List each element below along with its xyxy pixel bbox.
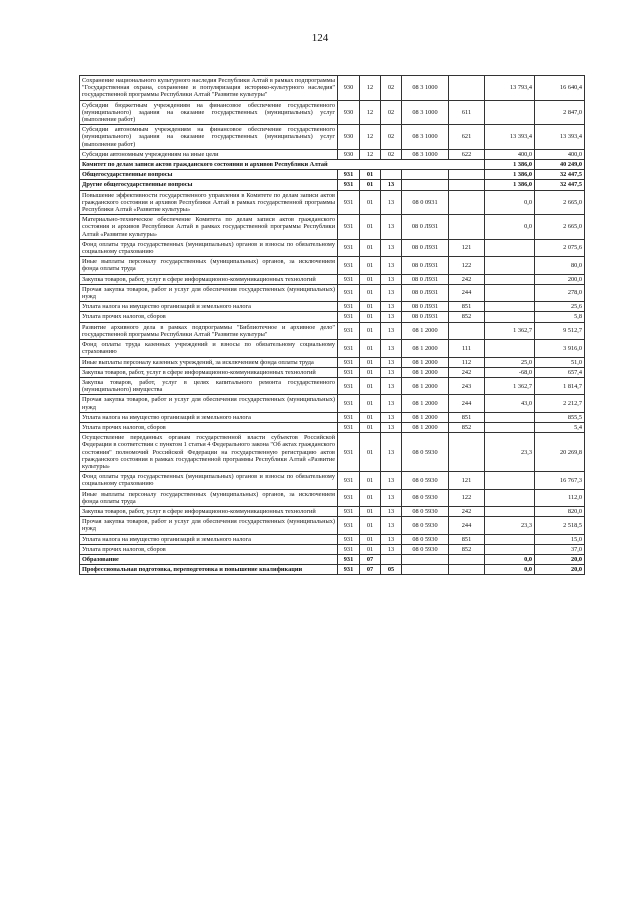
amount-change — [485, 100, 535, 125]
subsection-code: 13 — [381, 506, 402, 516]
target-article-code: 08 0 Л931 — [402, 257, 449, 274]
expense-type-code — [449, 180, 485, 190]
table-row — [80, 534, 585, 544]
section-code: 01 — [360, 517, 381, 534]
section-code: 01 — [360, 170, 381, 180]
amount-change: 1 386,0 — [485, 160, 535, 170]
section-code: 01 — [360, 412, 381, 422]
expense-type-code: 621 — [449, 125, 485, 150]
subsection-code: 13 — [381, 489, 402, 506]
amount-total: 40 249,0 — [535, 160, 585, 170]
line-name: Другие общегосударственные вопросы — [80, 180, 338, 190]
amount-total: 3 916,0 — [535, 340, 585, 357]
amount-total: 400,0 — [535, 149, 585, 159]
ministry-code: 931 — [338, 377, 360, 394]
table-row — [80, 433, 585, 472]
expense-type-code — [449, 170, 485, 180]
amount-change: -68,0 — [485, 367, 535, 377]
amount-total: 2 518,5 — [535, 517, 585, 534]
line-name: Осуществление переданных органам государственной власти субъектов Российской Федерации в соответствии с пунктом 1 статьи 4 Федерального закона "Об актах гражданского состояния" полномочий Российской Федерации на государственную регистрацию актов гражданского состояния в рамках государственной программы Республики Алтай «Развитие культуры» — [80, 433, 338, 472]
amount-total: 5,8 — [535, 312, 585, 322]
target-article-code: 08 1 2000 — [402, 422, 449, 432]
target-article-code: 08 0 5930 — [402, 433, 449, 472]
amount-change: 1 362,7 — [485, 322, 535, 339]
target-article-code: 08 0 5930 — [402, 517, 449, 534]
section-code: 01 — [360, 377, 381, 394]
line-name: Субсидии автономным учреждениям на иные цели — [80, 149, 338, 159]
section-code: 01 — [360, 357, 381, 367]
amount-change — [485, 239, 535, 256]
target-article-code: 08 1 2000 — [402, 395, 449, 412]
section-code: 01 — [360, 180, 381, 190]
subsection-code: 13 — [381, 239, 402, 256]
subsection-code — [381, 170, 402, 180]
subsection-code: 13 — [381, 472, 402, 489]
amount-change: 0,0 — [485, 215, 535, 240]
ministry-code: 930 — [338, 100, 360, 125]
amount-change: 23,3 — [485, 517, 535, 534]
budget-table — [79, 75, 585, 575]
target-article-code — [402, 554, 449, 564]
subsection-code: 13 — [381, 190, 402, 215]
target-article-code: 08 0 5930 — [402, 544, 449, 554]
amount-change: 25,0 — [485, 357, 535, 367]
amount-total: 37,0 — [535, 544, 585, 554]
subsection-code: 13 — [381, 322, 402, 339]
table-row — [80, 322, 585, 339]
table-row — [80, 506, 585, 516]
section-code: 07 — [360, 554, 381, 564]
ministry-code: 931 — [338, 190, 360, 215]
expense-type-code — [449, 190, 485, 215]
amount-change — [485, 312, 535, 322]
amount-change: 23,3 — [485, 433, 535, 472]
amount-change — [485, 422, 535, 432]
amount-total: 2 212,7 — [535, 395, 585, 412]
ministry-code: 931 — [338, 357, 360, 367]
target-article-code: 08 1 2000 — [402, 412, 449, 422]
target-article-code: 08 0 Л931 — [402, 284, 449, 301]
expense-type-code — [449, 322, 485, 339]
table-row — [80, 170, 585, 180]
section-code: 01 — [360, 190, 381, 215]
section-code: 01 — [360, 322, 381, 339]
line-name: Фонд оплаты труда казенных учреждений и взносы по обязательному социальному страхованию — [80, 340, 338, 357]
line-name: Закупка товаров, работ, услуг в сфере информационно-коммуникационных технологий — [80, 367, 338, 377]
section-code: 01 — [360, 312, 381, 322]
amount-change: 13 393,4 — [485, 125, 535, 150]
section-code: 01 — [360, 257, 381, 274]
amount-total: 2 665,0 — [535, 190, 585, 215]
expense-type-code: 851 — [449, 302, 485, 312]
amount-change — [485, 489, 535, 506]
amount-change: 400,0 — [485, 149, 535, 159]
line-name: Сохранение национального культурного наследия Республики Алтай в рамках подпрограммы "Государственная охрана, сохранение и популяризация историко-культурного наследия" государственной программы Республики Алтай "Развитие культуры" — [80, 76, 338, 101]
table-row — [80, 554, 585, 564]
subsection-code: 13 — [381, 534, 402, 544]
table-row — [80, 100, 585, 125]
target-article-code: 08 0 0931 — [402, 190, 449, 215]
amount-total: 25,6 — [535, 302, 585, 312]
line-name: Уплата прочих налогов, сборов — [80, 312, 338, 322]
subsection-code: 02 — [381, 149, 402, 159]
amount-total: 855,5 — [535, 412, 585, 422]
expense-type-code: 122 — [449, 257, 485, 274]
target-article-code: 08 3 1000 — [402, 125, 449, 150]
table-row — [80, 149, 585, 159]
amount-total: 2 075,6 — [535, 239, 585, 256]
line-name: Субсидии бюджетным учреждениям на финансовое обеспечение государственного (муниципального) задания на оказание государственных (муниципальных) услуг (выполнение работ) — [80, 100, 338, 125]
amount-total: 112,0 — [535, 489, 585, 506]
amount-total: 13 393,4 — [535, 125, 585, 150]
expense-type-code: 121 — [449, 239, 485, 256]
expense-type-code: 852 — [449, 422, 485, 432]
expense-type-code: 244 — [449, 395, 485, 412]
subsection-code: 13 — [381, 544, 402, 554]
table-row — [80, 257, 585, 274]
expense-type-code: 244 — [449, 284, 485, 301]
amount-change — [485, 412, 535, 422]
line-name: Уплата прочих налогов, сборов — [80, 422, 338, 432]
amount-total: 15,0 — [535, 534, 585, 544]
table-row — [80, 340, 585, 357]
table-row — [80, 180, 585, 190]
ministry-code: 931 — [338, 534, 360, 544]
line-name: Субсидии автономным учреждениям на финансовое обеспечение государственного (муниципального) задания на оказание государственных (муниципальных) услуг (выполнение работ) — [80, 125, 338, 150]
line-name: Профессиональная подготовка, переподготовка и повышение квалификации — [80, 565, 338, 575]
amount-total: 2 847,0 — [535, 100, 585, 125]
subsection-code: 13 — [381, 395, 402, 412]
subsection-code: 02 — [381, 125, 402, 150]
subsection-code: 13 — [381, 422, 402, 432]
section-code: 01 — [360, 367, 381, 377]
section-code: 01 — [360, 422, 381, 432]
expense-type-code: 852 — [449, 544, 485, 554]
line-name: Материально-техническое обеспечение Комитета по делам записи актов гражданского состояния и архивов Республики Алтай в рамках государственной программы Республики Алтай «Развитие культуры» — [80, 215, 338, 240]
section-code: 01 — [360, 274, 381, 284]
ministry-code: 931 — [338, 422, 360, 432]
expense-type-code — [449, 433, 485, 472]
amount-change: 0,0 — [485, 565, 535, 575]
table-row — [80, 377, 585, 394]
target-article-code: 08 1 2000 — [402, 367, 449, 377]
line-name: Развитие архивного дела в рамках подпрограммы "Библиотечное и архивное дело" государственной программы Республики Алтай "Развитие культуры" — [80, 322, 338, 339]
target-article-code: 08 0 Л931 — [402, 215, 449, 240]
ministry-code: 930 — [338, 76, 360, 101]
expense-type-code: 122 — [449, 489, 485, 506]
subsection-code: 13 — [381, 412, 402, 422]
amount-change — [485, 284, 535, 301]
amount-total: 20,0 — [535, 554, 585, 564]
amount-total: 32 447,5 — [535, 170, 585, 180]
subsection-code: 13 — [381, 274, 402, 284]
line-name: Общегосударственные вопросы — [80, 170, 338, 180]
target-article-code: 08 0 5930 — [402, 506, 449, 516]
expense-type-code: 611 — [449, 100, 485, 125]
line-name: Иные выплаты персоналу государственных (муниципальных) органов, за исключением фонда оплаты труда — [80, 257, 338, 274]
amount-total: 278,0 — [535, 284, 585, 301]
table-row — [80, 367, 585, 377]
subsection-code: 13 — [381, 517, 402, 534]
table-row — [80, 517, 585, 534]
section-code: 01 — [360, 544, 381, 554]
department-heading: Комитет по делам записи актов гражданского состояния и архивов Республики Алтай — [80, 160, 485, 170]
subsection-code: 13 — [381, 180, 402, 190]
target-article-code: 08 3 1000 — [402, 76, 449, 101]
table-row — [80, 357, 585, 367]
ministry-code: 931 — [338, 367, 360, 377]
table-row — [80, 215, 585, 240]
line-name: Образование — [80, 554, 338, 564]
ministry-code: 931 — [338, 274, 360, 284]
target-article-code: 08 3 1000 — [402, 149, 449, 159]
expense-type-code: 244 — [449, 517, 485, 534]
ministry-code: 931 — [338, 412, 360, 422]
amount-total: 32 447,5 — [535, 180, 585, 190]
amount-change — [485, 472, 535, 489]
ministry-code: 930 — [338, 125, 360, 150]
amount-total: 820,0 — [535, 506, 585, 516]
ministry-code: 931 — [338, 284, 360, 301]
amount-total: 20,0 — [535, 565, 585, 575]
amount-total: 200,0 — [535, 274, 585, 284]
ministry-code: 931 — [338, 170, 360, 180]
table-row — [80, 125, 585, 150]
line-name: Фонд оплаты труда государственных (муниципальных) органов и взносы по обязательному социальному страхованию — [80, 239, 338, 256]
section-code: 01 — [360, 395, 381, 412]
subsection-code: 13 — [381, 340, 402, 357]
ministry-code: 931 — [338, 489, 360, 506]
line-name: Прочая закупка товаров, работ и услуг для обеспечения государственных (муниципальных) нужд — [80, 517, 338, 534]
section-code: 01 — [360, 433, 381, 472]
amount-change: 1 386,0 — [485, 180, 535, 190]
ministry-code: 931 — [338, 312, 360, 322]
line-name: Иные выплаты персоналу государственных (муниципальных) органов, за исключением фонда оплаты труда — [80, 489, 338, 506]
expense-type-code: 852 — [449, 312, 485, 322]
table-row — [80, 412, 585, 422]
expense-type-code — [449, 76, 485, 101]
amount-total: 80,0 — [535, 257, 585, 274]
section-code: 01 — [360, 506, 381, 516]
target-article-code: 08 0 Л931 — [402, 312, 449, 322]
target-article-code: 08 1 2000 — [402, 340, 449, 357]
subsection-code: 13 — [381, 257, 402, 274]
subsection-code: 02 — [381, 76, 402, 101]
section-code: 07 — [360, 565, 381, 575]
ministry-code: 931 — [338, 180, 360, 190]
subsection-code: 13 — [381, 302, 402, 312]
table-row — [80, 302, 585, 312]
section-code: 01 — [360, 340, 381, 357]
target-article-code — [402, 170, 449, 180]
subsection-code — [381, 554, 402, 564]
amount-total: 51,0 — [535, 357, 585, 367]
line-name: Иные выплаты персоналу казенных учреждений, за исключением фонда оплаты труда — [80, 357, 338, 367]
subsection-code: 13 — [381, 357, 402, 367]
target-article-code: 08 0 5930 — [402, 534, 449, 544]
ministry-code: 931 — [338, 395, 360, 412]
target-article-code: 08 1 2000 — [402, 357, 449, 367]
amount-change — [485, 340, 535, 357]
subsection-code: 13 — [381, 284, 402, 301]
amount-change: 1 362,7 — [485, 377, 535, 394]
section-code: 01 — [360, 284, 381, 301]
section-code: 12 — [360, 100, 381, 125]
line-name: Закупка товаров, работ, услуг в сфере информационно-коммуникационных технологий — [80, 506, 338, 516]
section-code: 12 — [360, 125, 381, 150]
amount-change — [485, 506, 535, 516]
amount-change: 1 386,0 — [485, 170, 535, 180]
amount-change — [485, 544, 535, 554]
table-row — [80, 274, 585, 284]
ministry-code: 931 — [338, 554, 360, 564]
ministry-code: 931 — [338, 302, 360, 312]
amount-total: 9 512,7 — [535, 322, 585, 339]
section-code: 01 — [360, 534, 381, 544]
page-number: 124 — [311, 32, 329, 44]
ministry-code: 931 — [338, 472, 360, 489]
line-name: Уплата прочих налогов, сборов — [80, 544, 338, 554]
ministry-code: 931 — [338, 215, 360, 240]
line-name: Уплата налога на имущество организаций и земельного налога — [80, 534, 338, 544]
expense-type-code — [449, 565, 485, 575]
target-article-code: 08 0 Л931 — [402, 239, 449, 256]
amount-change: 0,0 — [485, 190, 535, 215]
ministry-code: 931 — [338, 517, 360, 534]
subsection-code: 05 — [381, 565, 402, 575]
amount-change: 0,0 — [485, 554, 535, 564]
table-row — [80, 239, 585, 256]
subsection-code: 02 — [381, 100, 402, 125]
amount-change: 43,0 — [485, 395, 535, 412]
section-code: 12 — [360, 149, 381, 159]
expense-type-code: 111 — [449, 340, 485, 357]
section-code: 01 — [360, 215, 381, 240]
table-row — [80, 395, 585, 412]
section-code: 01 — [360, 472, 381, 489]
expense-type-code — [449, 554, 485, 564]
expense-type-code: 121 — [449, 472, 485, 489]
table-row — [80, 76, 585, 101]
line-name: Уплата налога на имущество организаций и земельного налога — [80, 412, 338, 422]
subsection-code: 13 — [381, 377, 402, 394]
expense-type-code: 243 — [449, 377, 485, 394]
amount-change — [485, 534, 535, 544]
amount-total: 657,4 — [535, 367, 585, 377]
target-article-code — [402, 565, 449, 575]
line-name: Фонд оплаты труда государственных (муниципальных) органов и взносы по обязательному социальному страхованию — [80, 472, 338, 489]
amount-change — [485, 257, 535, 274]
ministry-code: 930 — [338, 149, 360, 159]
amount-total: 16 767,3 — [535, 472, 585, 489]
amount-change — [485, 274, 535, 284]
subsection-code: 13 — [381, 215, 402, 240]
target-article-code: 08 0 Л931 — [402, 274, 449, 284]
section-code: 12 — [360, 76, 381, 101]
expense-type-code: 622 — [449, 149, 485, 159]
target-article-code: 08 0 5930 — [402, 472, 449, 489]
amount-total: 5,4 — [535, 422, 585, 432]
ministry-code: 931 — [338, 322, 360, 339]
target-article-code — [402, 180, 449, 190]
ministry-code: 931 — [338, 544, 360, 554]
expense-type-code: 242 — [449, 274, 485, 284]
ministry-code: 931 — [338, 239, 360, 256]
table-row — [80, 544, 585, 554]
line-name: Уплата налога на имущество организаций и земельного налога — [80, 302, 338, 312]
budget-table-body — [80, 76, 585, 575]
target-article-code: 08 0 Л931 — [402, 302, 449, 312]
table-row — [80, 284, 585, 301]
line-name: Закупка товаров, работ, услуг в целях капитального ремонта государственного (муниципального) имущества — [80, 377, 338, 394]
line-name: Прочая закупка товаров, работ и услуг для обеспечения государственных (муниципальных) нужд — [80, 284, 338, 301]
subsection-code: 13 — [381, 367, 402, 377]
subsection-code: 13 — [381, 433, 402, 472]
section-code: 01 — [360, 489, 381, 506]
target-article-code: 08 0 5930 — [402, 489, 449, 506]
table-row — [80, 190, 585, 215]
table-row — [80, 489, 585, 506]
amount-change: 13 793,4 — [485, 76, 535, 101]
amount-change — [485, 302, 535, 312]
section-code: 01 — [360, 239, 381, 256]
target-article-code: 08 3 1000 — [402, 100, 449, 125]
line-name: Повышение эффективности государственного управления в Комитете по делам записи актов гражданского состояния и архивов Республики Алтай в рамках государственной программы Республики Алтай «Развитие культуры» — [80, 190, 338, 215]
ministry-code: 931 — [338, 506, 360, 516]
amount-total: 1 814,7 — [535, 377, 585, 394]
ministry-code: 931 — [338, 340, 360, 357]
table-row — [80, 472, 585, 489]
expense-type-code: 112 — [449, 357, 485, 367]
ministry-code: 931 — [338, 565, 360, 575]
table-row — [80, 312, 585, 322]
amount-total: 2 665,0 — [535, 215, 585, 240]
ministry-code: 931 — [338, 433, 360, 472]
expense-type-code: 851 — [449, 534, 485, 544]
table-row — [80, 565, 585, 575]
table-row — [80, 422, 585, 432]
ministry-code: 931 — [338, 257, 360, 274]
line-name: Прочая закупка товаров, работ и услуг для обеспечения государственных (муниципальных) нужд — [80, 395, 338, 412]
line-name: Закупка товаров, работ, услуг в сфере информационно-коммуникационных технологий — [80, 274, 338, 284]
section-code: 01 — [360, 302, 381, 312]
amount-total: 16 640,4 — [535, 76, 585, 101]
expense-type-code: 242 — [449, 506, 485, 516]
target-article-code: 08 1 2000 — [402, 322, 449, 339]
expense-type-code: 242 — [449, 367, 485, 377]
amount-total: 20 269,8 — [535, 433, 585, 472]
subsection-code: 13 — [381, 312, 402, 322]
expense-type-code: 851 — [449, 412, 485, 422]
expense-type-code — [449, 215, 485, 240]
target-article-code: 08 1 2000 — [402, 377, 449, 394]
table-row — [80, 160, 585, 170]
